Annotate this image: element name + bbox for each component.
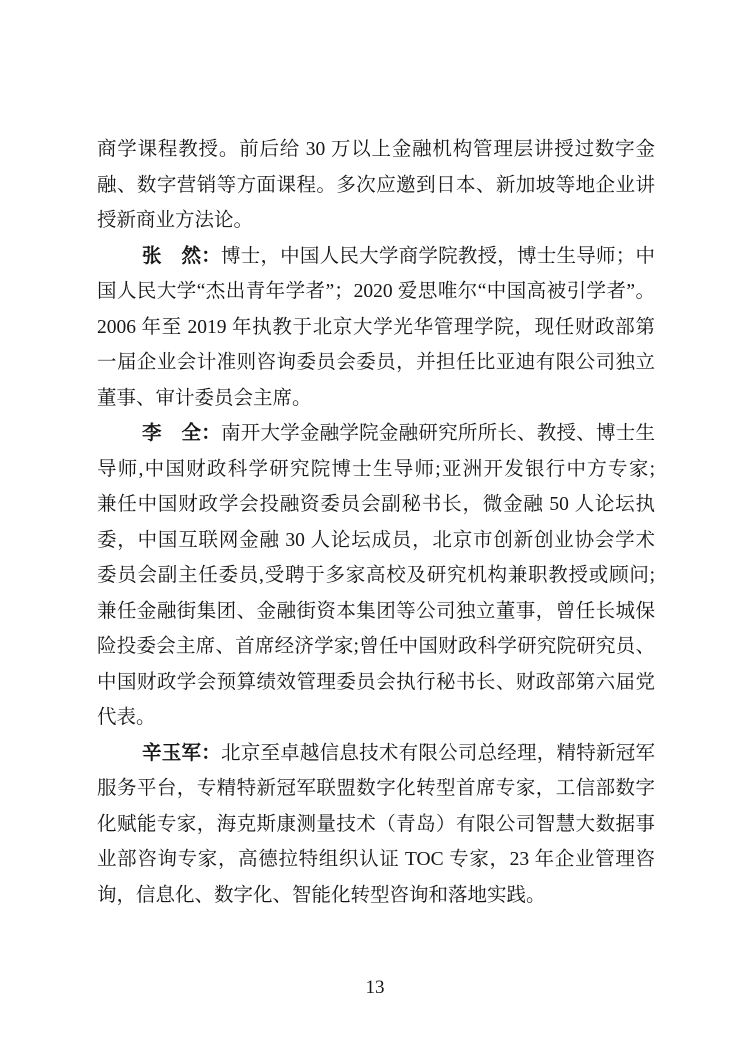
speaker-name: 辛玉军： (142, 742, 221, 764)
text-line: 国人民大学“杰出青年学者”；2020 爱思唯尔“中国高被引学者”。 (97, 281, 655, 302)
page-number: 13 (365, 977, 385, 998)
text-line: 授新商业方法论。 (97, 210, 254, 231)
text-line: 询，信息化、数字化、智能化转型咨询和落地实践。 (97, 884, 546, 906)
text-line: 2006 年至 2019 年执教于北京大学光华管理学院，现任财政部第 (97, 316, 655, 338)
text-line: 导师,中国财政科学研究院博士生导师;亚洲开发银行中方专家; (97, 458, 655, 480)
text-line: 委员会副主任委员,受聘于多家高校及研究机构兼职教授或顾问; (97, 565, 655, 586)
text-line: 一届企业会计准则咨询委员会委员，并担任比亚迪有限公司独立 (97, 352, 655, 373)
text-line: 兼任金融街集团、金融街资本集团等公司独立董事，曾任长城保 (97, 600, 655, 622)
paragraph (97, 416, 655, 736)
paragraph (97, 239, 655, 417)
text-line: 融、数字营销等方面课程。多次应邀到日本、新加坡等地企业讲 (97, 174, 655, 196)
text-line: 险投委会主席、首席经济学家;曾任中国财政科学研究院研究员、 (97, 636, 655, 657)
text-line: 商学课程教授。前后给 30 万以上金融机构管理层讲授过数字金 (97, 139, 655, 160)
text-line: 董事、审计委员会主席。 (97, 387, 312, 409)
text-line: 辛玉军：北京至卓越信息技术有限公司总经理，精特新冠军 (142, 742, 655, 764)
text-line: 委，中国互联网金融 30 人论坛成员，北京市创新创业协会学术 (97, 529, 655, 551)
text-line: 中国财政学会预算绩效管理委员会执行秘书长、财政部第六届党 (97, 671, 655, 693)
speaker-name: 李 全： (142, 423, 221, 444)
text-line: 化赋能专家，海克斯康测量技术（青岛）有限公司智慧大数据事 (97, 813, 655, 835)
document-body (97, 132, 655, 913)
speaker-name: 张 然： (142, 245, 221, 267)
text-line: 兼任中国财政学会投融资委员会副秘书长，微金融 50 人论坛执 (97, 494, 655, 515)
paragraph (97, 132, 655, 239)
text-line: 张 然：博士，中国人民大学商学院教授，博士生导师；中 (142, 245, 655, 267)
text-line: 代表。 (97, 707, 156, 728)
text-line: 李 全：南开大学金融学院金融研究所所长、教授、博士生 (142, 423, 655, 444)
text-line: 服务平台，专精特新冠军联盟数字化转型首席专家，工信部数字 (97, 778, 655, 799)
paragraph (97, 736, 655, 914)
text-line: 业部咨询专家，高德拉特组织认证 TOC 专家，23 年企业管理咨 (97, 849, 655, 870)
